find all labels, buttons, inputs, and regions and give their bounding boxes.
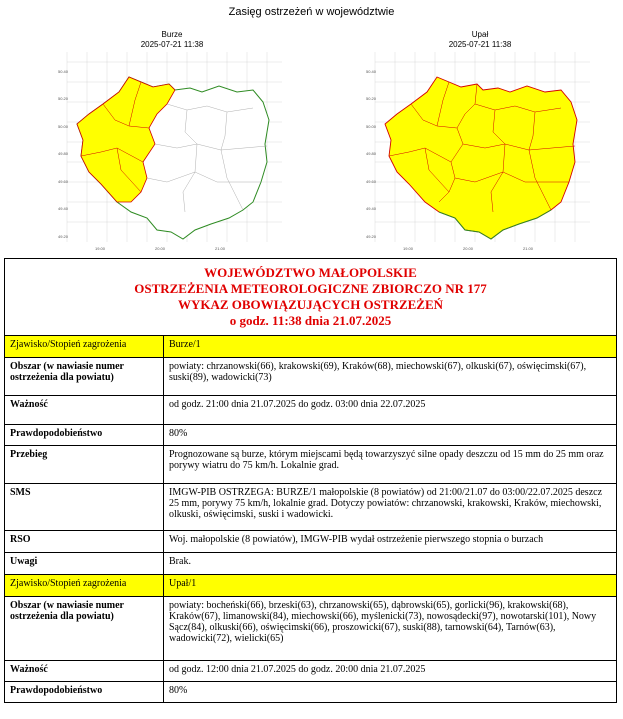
y-tick: 50.00: [58, 124, 69, 129]
row-value: od godz. 21:00 dnia 21.07.2025 do godz. 03:00 dnia 22.07.2025: [164, 396, 617, 425]
y-tick: 49.40: [58, 206, 69, 211]
map-upal-graphic: [365, 52, 595, 257]
warning-row: [5, 553, 617, 575]
y-tick: 50.00: [366, 124, 377, 129]
row-value: 80%: [164, 425, 617, 446]
row-label: Uwagi: [5, 553, 164, 575]
y-tick: 49.40: [366, 206, 377, 211]
x-tick: 21.00: [215, 246, 226, 251]
warning-row: [5, 396, 617, 425]
row-value: powiaty: bocheński(66), brzeski(63), chrzanowski(65), dąbrowski(65), gorlicki(96), krakowski(68), Kraków(67), limanowski(84), miechowski(66), myślenicki(73), nowosądecki(97), nowotarski(101), Nowy Sącz(84), olkuski(66), oświęcimski(66), proszowicki(67), suski(88), tarnowski(64), Tarnów(63), wadowicki(72), wielicki(65): [164, 597, 617, 661]
row-label: Obszar (w nawiasie numer ostrzeżenia dla powiatu): [5, 358, 164, 396]
y-tick: 49.80: [366, 151, 377, 156]
warning-type-row: [5, 575, 617, 597]
row-value: od godz. 12:00 dnia 21.07.2025 do godz. 20:00 dnia 21.07.2025: [164, 661, 617, 682]
row-value: IMGW-PIB OSTRZEGA: BURZE/1 małopolskie (8 powiatów) od 21:00/21.07 do 03:00/22.07.2025 deszcz 25 mm, porywy 75 km/h, lokalnie grad. Dotyczy powiatów: chrzanowski, krakowski, Kraków, miechowski, olkuski, oświęcimski, suski i wadowicki.: [164, 484, 617, 531]
row-value: Brak.: [164, 553, 617, 575]
y-tick: 49.20: [58, 234, 69, 239]
warning-row: [5, 446, 617, 484]
warning-row: [5, 531, 617, 553]
map-burze-graphic: [57, 52, 287, 257]
row-label: SMS: [5, 484, 164, 531]
map-upal: [365, 30, 595, 257]
warning-row: [5, 597, 617, 661]
x-tick: 20.00: [463, 246, 474, 251]
warning-row: [5, 661, 617, 682]
row-label: Zjawisko/Stopień zagrożenia: [5, 336, 164, 358]
map-title: Burze: [161, 30, 183, 39]
y-tick: 49.80: [58, 151, 69, 156]
row-label: Ważność: [5, 396, 164, 425]
y-tick: 49.60: [58, 179, 69, 184]
y-tick: 50.40: [58, 69, 69, 74]
row-value: Woj. małopolskie (8 powiatów), IMGW-PIB wydał ostrzeżenie pierwszego stopnia o burzach: [164, 531, 617, 553]
y-tick: 49.20: [366, 234, 377, 239]
y-tick: 50.20: [366, 96, 377, 101]
y-tick: 49.60: [366, 179, 377, 184]
header-region: WOJEWÓDZTWO MAŁOPOLSKIE: [204, 265, 417, 280]
map-burze: [57, 30, 287, 257]
row-label: Przebieg: [5, 446, 164, 484]
row-label: Ważność: [5, 661, 164, 682]
row-label: Prawdopodobieństwo: [5, 425, 164, 446]
row-label: Zjawisko/Stopień zagrożenia: [5, 575, 164, 597]
warning-row: [5, 484, 617, 531]
x-tick: 20.00: [155, 246, 166, 251]
bulletin-header-row: [5, 259, 617, 336]
warnings-table: [4, 258, 617, 703]
map-datetime: 2025-07-21 11:38: [140, 40, 204, 49]
bulletin-header: [5, 259, 617, 336]
warning-row: [5, 358, 617, 396]
map-datetime: 2025-07-21 11:38: [448, 40, 512, 49]
row-value: powiaty: chrzanowski(66), krakowski(69), Kraków(68), miechowski(67), olkuski(67), oświęcimski(67), suski(89), wadowicki(73): [164, 358, 617, 396]
header-subtitle: WYKAZ OBOWIĄZUJĄCYCH OSTRZEŻEŃ: [177, 297, 444, 312]
y-tick: 50.20: [58, 96, 69, 101]
warning-row: [5, 425, 617, 446]
row-value: Upał/1: [164, 575, 617, 597]
warning-type-row: [5, 336, 617, 358]
row-label: Prawdopodobieństwo: [5, 682, 164, 703]
map-title: Upał: [471, 30, 489, 39]
header-title: OSTRZEŻENIA METEOROLOGICZNE ZBIORCZO NR 177: [134, 281, 487, 296]
row-value: Prognozowane są burze, którym miejscami będą towarzyszyć silne opady deszczu od 15 mm do 25 mm oraz porywy wiatru do 75 km/h. Lokalnie grad.: [164, 446, 617, 484]
header-timestamp: o godz. 11:38 dnia 21.07.2025: [229, 313, 392, 328]
x-tick: 19.00: [95, 246, 106, 251]
x-tick: 19.00: [403, 246, 414, 251]
x-tick: 21.00: [523, 246, 534, 251]
row-value: Burze/1: [164, 336, 617, 358]
page-title: Zasięg ostrzeżeń w województwie: [228, 6, 395, 18]
row-label: RSO: [5, 531, 164, 553]
y-tick: 50.40: [366, 69, 377, 74]
warning-row: [5, 682, 617, 703]
row-label: Obszar (w nawiasie numer ostrzeżenia dla powiatu): [5, 597, 164, 661]
row-value: 80%: [164, 682, 617, 703]
